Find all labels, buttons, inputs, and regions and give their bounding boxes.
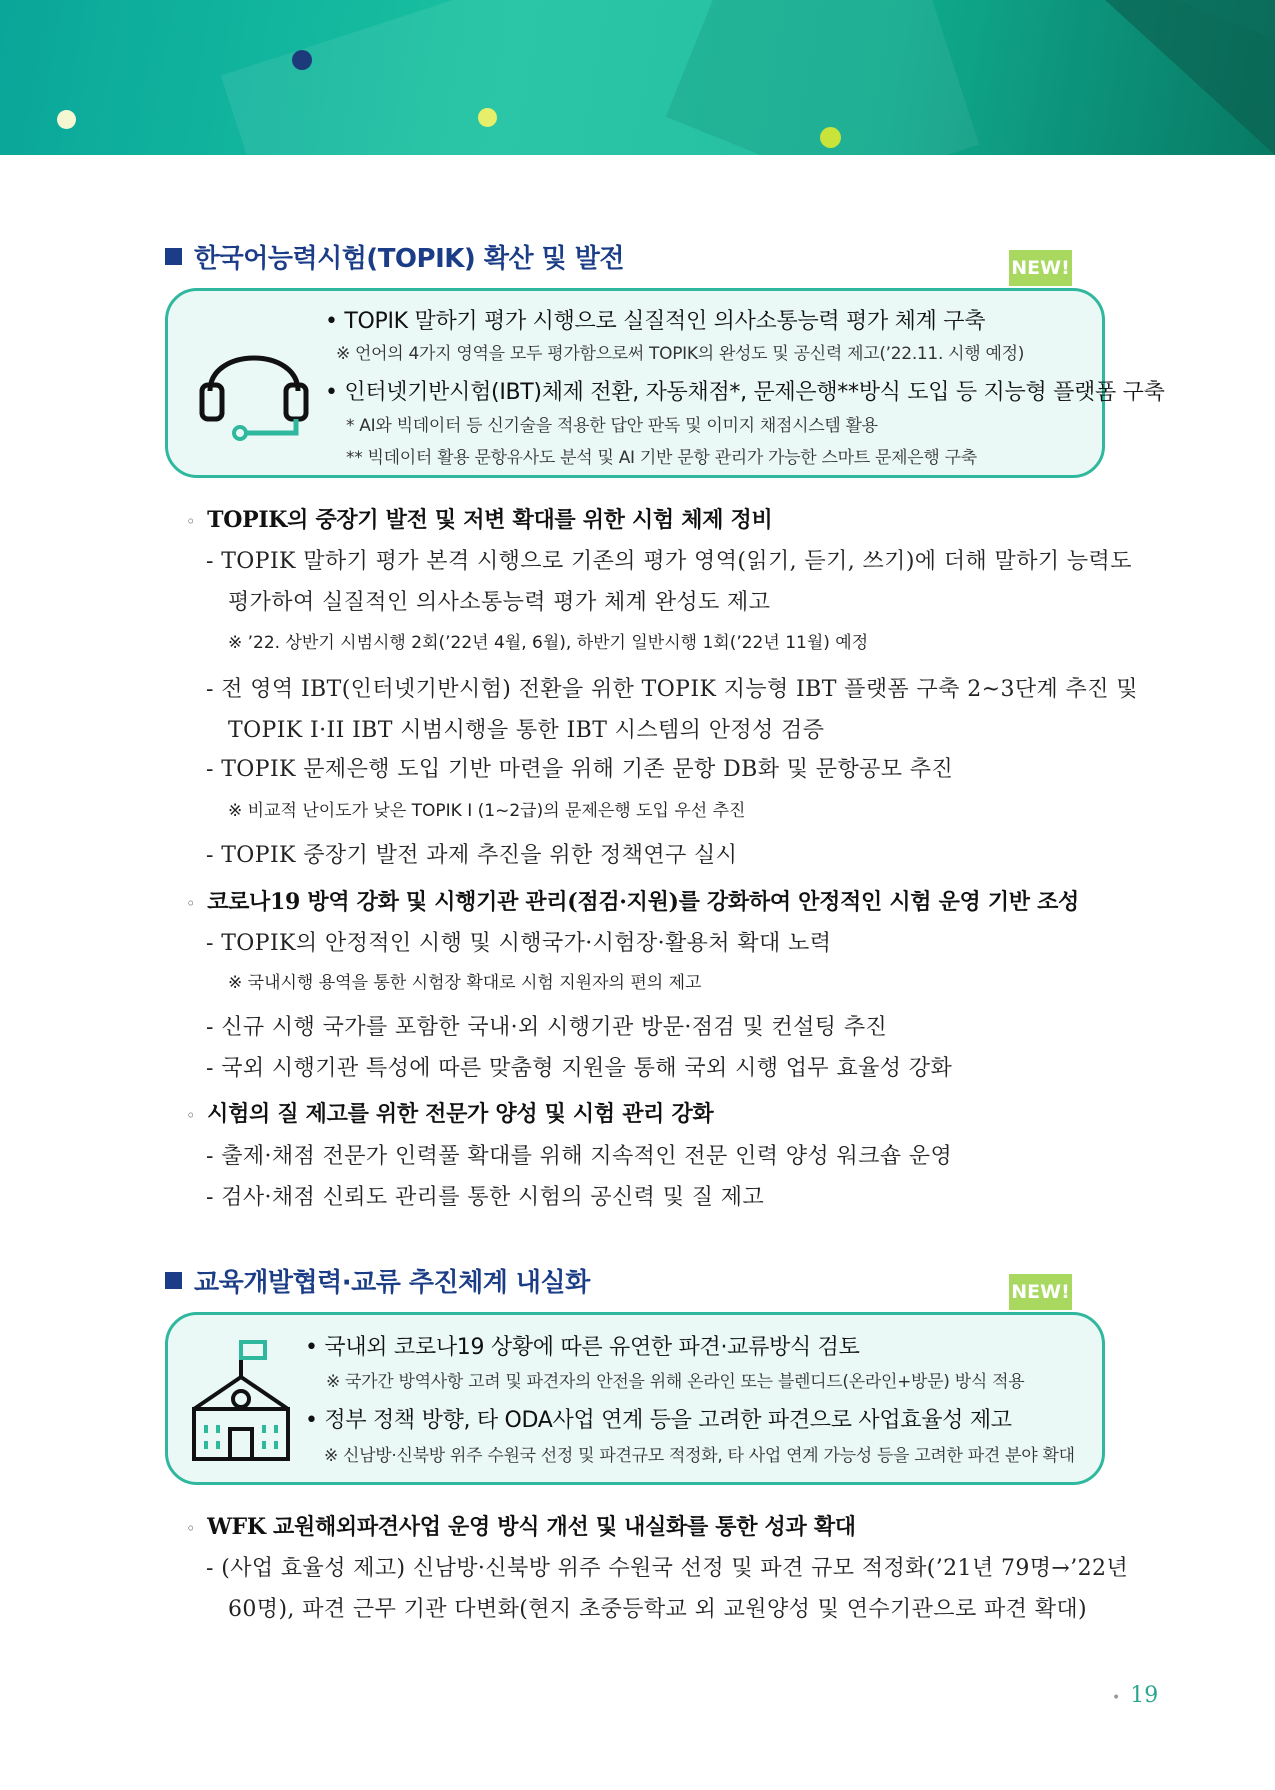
box-item: • 국내외 코로나19 상황에 따른 유연한 파견·교류방식 검토 <box>305 1335 860 1360</box>
school-icon <box>186 1337 296 1467</box>
box-note: * AI와 빅데이터 등 신기술을 적용한 답안 판독 및 이미지 채점시스템 활용 <box>346 416 878 436</box>
body-item: - TOPIK 문제은행 도입 기반 마련을 위해 기존 문항 DB화 및 문항공모 추진 <box>206 757 954 782</box>
box-note: ※ 신남방·신북방 위주 수원국 선정 및 파견규모 적정화, 타 사업 연계 가능성 등을 고려한 파견 분야 확대 <box>324 1446 1075 1466</box>
banner-triangle <box>1105 0 1275 155</box>
box-note: ※ 언어의 4가지 영역을 모두 평가함으로써 TOPIK의 완성도 및 공신력 제고(’22.11. 시행 예정) <box>336 344 1025 364</box>
summary-box-oda <box>165 1312 1105 1485</box>
body-note: ※ 국내시행 용역을 통한 시험장 확대로 시험 지원자의 편의 제고 <box>228 973 702 993</box>
body-item: - 전 영역 IBT(인터넷기반시험) 전환을 위한 TOPIK 지능형 IBT 플랫폼 구축 2~3단계 추진 및 <box>206 677 1138 702</box>
body-note: ※ ’22. 상반기 시범시행 2회(’22년 4월, 6월), 하반기 일반시행 1회(’22년 11월) 예정 <box>228 633 869 653</box>
decor-dot <box>292 50 312 70</box>
square-bullet-icon <box>165 248 182 265</box>
headset-icon <box>188 329 323 444</box>
decor-dot <box>820 127 841 148</box>
body-item-cont: TOPIK I·II IBT 시범시행을 통한 IBT 시스템의 안정성 검증 <box>228 718 825 743</box>
body-note: ※ 비교적 난이도가 낮은 TOPIK I (1~2급)의 문제은행 도입 우선 추진 <box>228 801 746 821</box>
new-badge: NEW! <box>1009 250 1072 286</box>
section-title-text: 한국어능력시험(TOPIK) 확산 및 발전 <box>194 244 625 274</box>
body-item-cont: 60명), 파견 근무 기관 다변화(현지 초중등학교 외 교원양성 및 연수기관으로 파견 확대) <box>228 1597 1087 1622</box>
section-title-text: 교육개발협력·교류 추진체계 내실화 <box>194 1268 590 1298</box>
body-item: - TOPIK 말하기 평가 본격 시행으로 기존의 평가 영역(읽기, 듣기, 쓰기)에 더해 말하기 능력도 <box>206 549 1132 574</box>
box-note: ** 빅데이터 활용 문항유사도 분석 및 AI 기반 문항 관리가 가능한 스마트 문제은행 구축 <box>346 448 977 468</box>
decor-dot <box>478 108 497 127</box>
section-title-oda <box>165 1262 590 1299</box>
body-heading: ◦ 시험의 질 제고를 위한 전문가 양성 및 시험 관리 강화 <box>186 1101 714 1127</box>
body-item: - 출제·채점 전문가 인력풀 확대를 위해 지속적인 전문 인력 양성 워크숍 운영 <box>206 1144 953 1169</box>
body-item-cont: 평가하여 실질적인 의사소통능력 평가 체계 완성도 제고 <box>228 590 771 615</box>
body-item: - 검사·채점 신뢰도 관리를 통한 시험의 공신력 및 질 제고 <box>206 1185 765 1210</box>
section-title-topik <box>165 238 624 275</box>
box-item: • TOPIK 말하기 평가 시행으로 실질적인 의사소통능력 평가 체계 구축 <box>325 309 986 334</box>
body-item: - TOPIK의 안정적인 시행 및 시행국가·시험장·활용처 확대 노력 <box>206 931 832 956</box>
body-item: - TOPIK 중장기 발전 과제 추진을 위한 정책연구 실시 <box>206 843 738 868</box>
box-note: ※ 국가간 방역사항 고려 및 파견자의 안전을 위해 온라인 또는 블렌디드(온라인+방문) 방식 적용 <box>326 1372 1025 1392</box>
body-heading: ◦ TOPIK의 중장기 발전 및 저변 확대를 위한 시험 체제 정비 <box>186 507 773 533</box>
new-badge: NEW! <box>1009 1274 1072 1310</box>
body-item: - (사업 효율성 제고) 신남방·신북방 위주 수원국 선정 및 파견 규모 적정화(’21년 79명→’22년 <box>206 1556 1129 1581</box>
square-bullet-icon <box>165 1272 182 1289</box>
box-item: • 인터넷기반시험(IBT)체제 전환, 자동채점*, 문제은행**방식 도입 등 지능형 플랫폼 구축 <box>325 380 1165 405</box>
body-item: - 국외 시행기관 특성에 따른 맞춤형 지원을 통해 국외 시행 업무 효율성 강화 <box>206 1056 953 1081</box>
body-item: - 신규 시행 국가를 포함한 국내·외 시행기관 방문·점검 및 컨설팅 추진 <box>206 1015 888 1040</box>
box-item: • 정부 정책 방향, 타 ODA사업 연계 등을 고려한 파견으로 사업효율성 제고 <box>305 1408 1012 1433</box>
decor-dot <box>57 110 76 129</box>
body-heading: ◦ WFK 교원해외파견사업 운영 방식 개선 및 내실화를 통한 성과 확대 <box>186 1514 856 1540</box>
body-heading: ◦ 코로나19 방역 강화 및 시행기관 관리(점검·지원)를 강화하여 안정적인 시험 운영 기반 조성 <box>186 889 1080 915</box>
summary-box-topik <box>165 288 1165 478</box>
header-banner <box>0 0 1275 155</box>
page-number: • 19 <box>1112 1683 1159 1708</box>
